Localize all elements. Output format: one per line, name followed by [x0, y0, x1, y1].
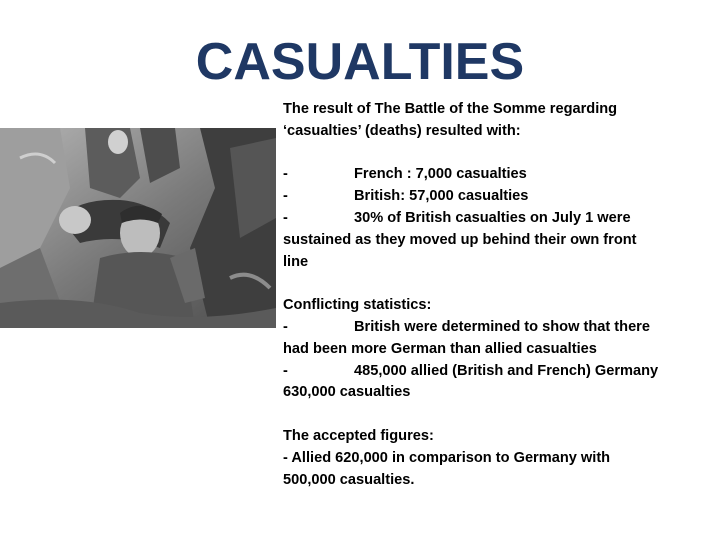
accepted-line-1: - Allied 620,000 in comparison to Germany with [283, 449, 611, 466]
slide-title: CASUALTIES [195, 33, 525, 91]
bullet-dash: - [283, 362, 288, 379]
conflicting-item-1: - British were determined to show that there had been more German than allied casualties [283, 318, 650, 357]
result-july-1: - 30% of British casualties on July 1 were sustained as they moved up behind their own front line [283, 209, 637, 270]
accepted-heading: The accepted figures: [283, 427, 434, 444]
bullet-dash: - [283, 166, 288, 183]
accepted-line-2: 500,000 casualties. [283, 471, 415, 488]
intro-line-2: ‘casualties’ (deaths) resulted with: [283, 122, 521, 139]
conflicting-heading: Conflicting statistics: [283, 297, 432, 314]
conflicting-item-2: - 485,000 allied (British and French) Germany 630,000 casualties [283, 362, 659, 401]
trench-soldiers-photo [0, 128, 276, 328]
trench-photo-image [0, 128, 276, 328]
intro-line-1: The result of The Battle of the Somme regarding [283, 101, 618, 117]
bullet-dash: - [283, 209, 288, 226]
bullet-dash: - [283, 188, 288, 205]
result-british: - British: 57,000 casualties [283, 186, 703, 208]
bullet-dash: - [283, 318, 288, 335]
result-french: - French : 7,000 casualties [283, 164, 703, 186]
casualties-text [283, 99, 703, 491]
